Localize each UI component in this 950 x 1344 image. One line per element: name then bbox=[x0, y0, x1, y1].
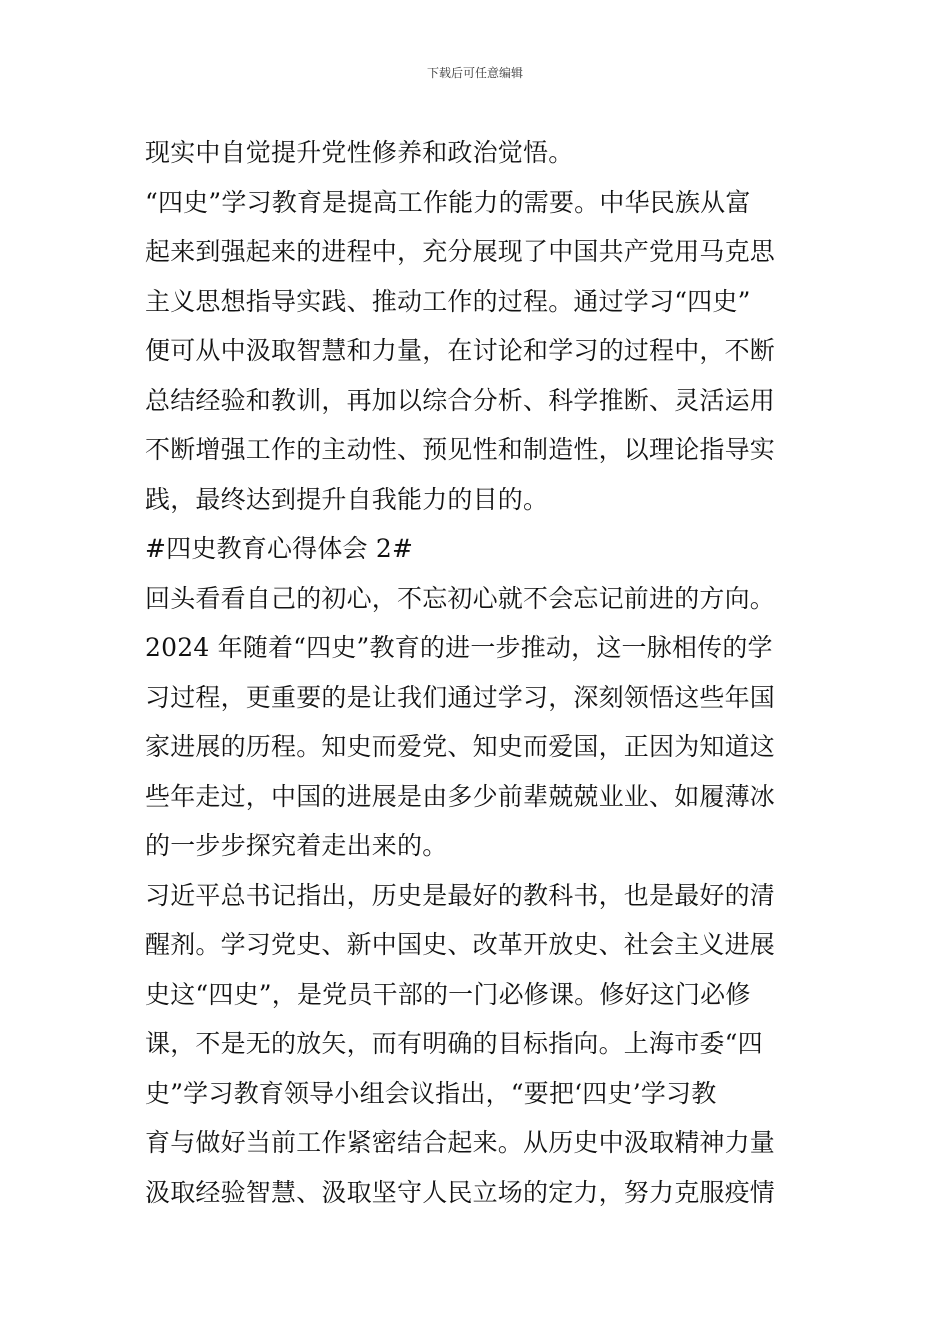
document-body bbox=[145, 128, 845, 1217]
text-line: “四史”学习教育是提高工作能力的需要。中华民族从富 bbox=[145, 187, 751, 217]
text-line: 起来到强起来的进程中，充分展现了中国共产党用马克思 bbox=[145, 237, 776, 266]
text-line: 醒剂。学习党史、新中国史、改革开放史、社会主义进展 bbox=[145, 930, 776, 959]
text-line: 便可从中汲取智慧和力量，在讨论和学习的过程中，不断 bbox=[145, 336, 776, 365]
text-line: 史”学习教育领导小组会议指出，“要把‘四史’学习教 bbox=[145, 1078, 717, 1108]
text-line: 些年走过，中国的进展是由多少前辈兢兢业业、如履薄冰 bbox=[145, 781, 776, 811]
text-line: 史这“四史”，是党员干部的一门必修课。修好这门必修 bbox=[145, 979, 751, 1009]
text-line: 育与做好当前工作紧密结合起来。从历史中汲取精神力量 bbox=[145, 1128, 776, 1157]
text-line: 2024 年随着“四史”教育的进一步推动，这一脉相传的学 bbox=[145, 633, 773, 662]
text-line: 现实中自觉提升党性修养和政治觉悟。 bbox=[145, 138, 574, 167]
text-line: 课，不是无的放矢，而有明确的目标指向。上海市委“四 bbox=[145, 1029, 763, 1058]
section-heading: #四史教育心得体会 2# bbox=[145, 534, 414, 563]
text-line: 践，最终达到提升自我能力的目的。 bbox=[145, 484, 549, 514]
text-line: 总结经验和教训，再加以综合分析、科学推断、灵活运用 bbox=[145, 385, 776, 415]
text-line: 家进展的历程。知史而爱党、知史而爱国，正因为知道这 bbox=[145, 732, 776, 761]
text-line: 的一步步探究着走出来的。 bbox=[145, 831, 448, 860]
text-line: 汲取经验智慧、汲取坚守人民立场的定力，努力克服疫情 bbox=[145, 1177, 776, 1207]
text-line: 不断增强工作的主动性、预见性和制造性，以理论指导实 bbox=[145, 435, 776, 464]
text-line: 习近平总书记指出，历史是最好的教科书，也是最好的清 bbox=[145, 880, 776, 910]
text-line: 回头看看自己的初心，不忘初心就不会忘记前进的方向。 bbox=[145, 583, 776, 613]
text-line: 习过程，更重要的是让我们通过学习，深刻领悟这些年国 bbox=[145, 682, 776, 712]
text-line: 主义思想指导实践、推动工作的过程。通过学习“四史” bbox=[145, 286, 751, 316]
page-header: 下载后可任意编辑 bbox=[426, 66, 523, 80]
